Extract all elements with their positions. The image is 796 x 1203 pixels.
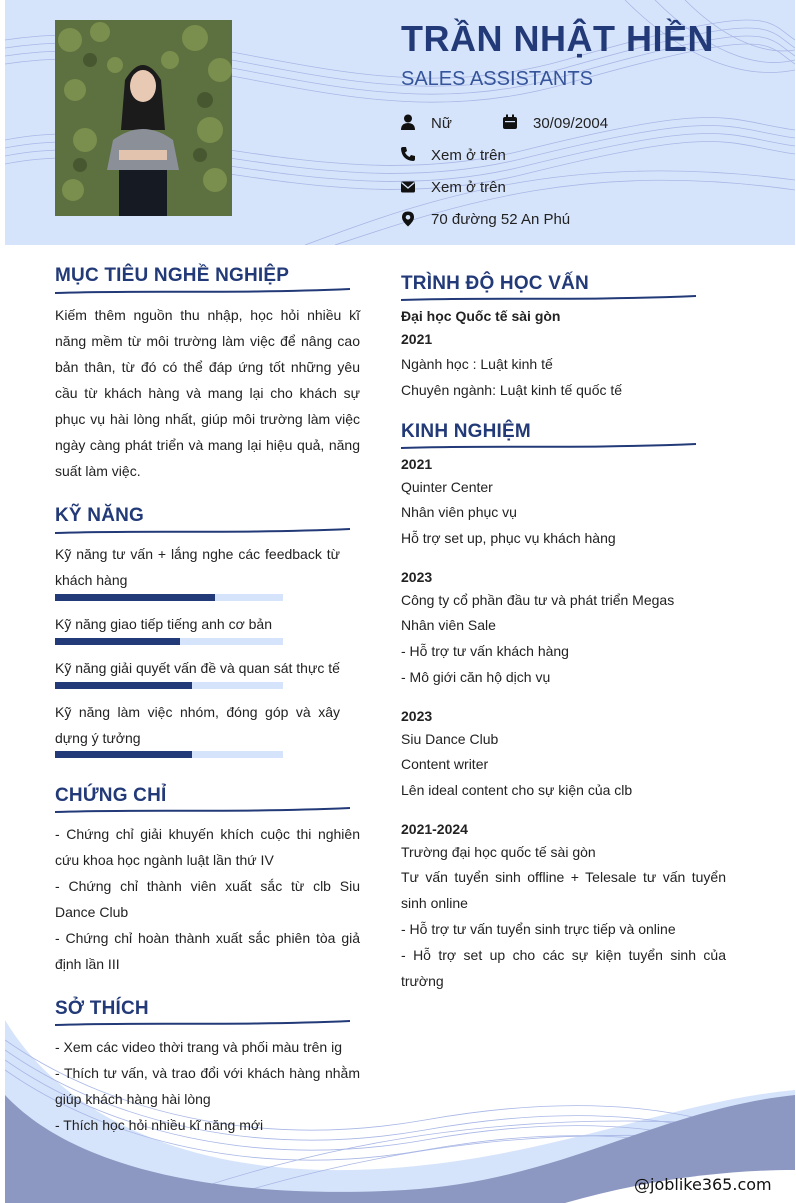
objective-title: MỤC TIÊU NGHỀ NGHIỆP [55,265,290,286]
experience-company: Siu Dance Club [401,731,499,747]
cv-page [5,0,795,1203]
experience-detail: Lên ideal content cho sự kiện của clb [401,782,633,798]
education-year: 2021 [401,331,433,347]
experience-position: Nhân viên Sale [401,617,496,633]
certificate-item: - Chứng chỉ thành viên xuất sắc từ clb Siu Dance Club [55,878,360,920]
skill-bar-fill [55,751,192,758]
certificate-item: - Chứng chỉ hoàn thành xuất sắc phiên tòa giả định lần III [55,930,360,972]
experience-company: Quinter Center [401,479,493,495]
location-pin-icon [400,211,416,227]
skill-bar [55,638,283,645]
education-specialization: Chuyên ngành: Luật kinh tế quốc tế [401,382,623,398]
experience-year: 2023 [401,708,433,724]
email-value: Xem ở trên [431,179,506,196]
objective-underline [55,288,350,296]
education-school: Đại học Quốc tế sài gòn [401,308,561,324]
experience-underline [401,443,696,451]
skill-label: Kỹ năng giao tiếp tiếng anh cơ bản [55,616,273,632]
skill-bar [55,594,283,601]
hobby-item: - Xem các video thời trang và phối màu trên ig [55,1039,342,1055]
experience-detail: - Hỗ trợ set up cho các sự kiện tuyển sinh của trường [401,947,726,989]
skills-title: KỸ NĂNG [55,505,145,526]
candidate-role: SALES ASSISTANTS [401,68,593,90]
gender-value: Nữ [431,115,452,132]
certificates-underline [55,807,350,815]
experience-company: Trường đại học quốc tế sài gòn [401,844,596,860]
hobbies-title: SỞ THÍCH [55,998,149,1019]
experience-title: KINH NGHIỆM [401,421,531,442]
education-title: TRÌNH ĐỘ HỌC VẤN [401,273,589,294]
hobbies-underline [55,1020,350,1028]
birthdate-value: 30/09/2004 [533,115,609,132]
profile-photo [55,20,232,216]
experience-detail: - Hỗ trợ tư vấn khách hàng [401,643,569,659]
experience-position: Nhân viên phục vụ [401,504,517,520]
experience-year: 2023 [401,569,433,585]
experience-position: Content writer [401,756,489,772]
phone-icon [400,146,416,162]
experience-position: Tư vấn tuyển sinh offline + Telesale tư vấn tuyển sinh online [401,869,726,911]
education-underline [401,295,696,303]
user-icon [400,114,416,130]
candidate-name: TRẦN NHẬT HIỀN [401,18,714,59]
experience-company: Công ty cổ phần đầu tư và phát triển Megas [401,592,675,608]
skill-bar [55,751,283,758]
skill-bar-fill [55,682,192,689]
skill-label: Kỹ năng giải quyết vấn đề và quan sát thực tế [55,660,340,676]
hobby-item: - Thích học hỏi nhiều kĩ năng mới [55,1117,264,1133]
skill-bar [55,682,283,689]
objective-text: Kiếm thêm nguồn thu nhập, học hỏi nhiều kĩ năng mềm từ môi trường làm việc để nâng cao bản thân, từ đó có thể đáp ứng tốt những yêu cầu từ khách hàng và mang lại cho khách sự phục vụ hài lòng nhất, giúp môi trường làm việc ngày càng phát triển và mang lại hiệu quả, năng suất làm việc. [55,307,360,479]
skill-label: Kỹ năng làm việc nhóm, đóng góp và xây dựng ý tưởng [55,704,340,746]
skill-bar-fill [55,594,215,601]
experience-detail: - Mô giới căn hộ dịch vụ [401,669,551,685]
skill-bar-fill [55,638,180,645]
phone-value: Xem ở trên [431,147,506,164]
certificates-title: CHỨNG CHỈ [55,785,167,806]
skill-label: Kỹ năng tư vấn + lắng nghe các feedback từ khách hàng [55,546,340,588]
experience-detail: Hỗ trợ set up, phục vụ khách hàng [401,530,616,546]
skills-underline [55,528,350,536]
experience-year: 2021 [401,456,433,472]
watermark: @joblike365.com [634,1175,772,1194]
envelope-icon [400,179,416,195]
address-value: 70 đường 52 An Phú [431,211,571,228]
hobby-item: - Thích tư vấn, và trao đổi với khách hàng nhằm giúp khách hàng hài lòng [55,1065,360,1107]
education-major: Ngành học : Luật kinh tế [401,356,553,372]
certificate-item: - Chứng chỉ giải khuyến khích cuộc thi nghiên cứu khoa học ngành luật lần thứ IV [55,826,360,868]
experience-detail: - Hỗ trợ tư vấn tuyển sinh trực tiếp và online [401,921,676,937]
calendar-icon [502,114,518,130]
experience-year: 2021-2024 [401,821,468,837]
